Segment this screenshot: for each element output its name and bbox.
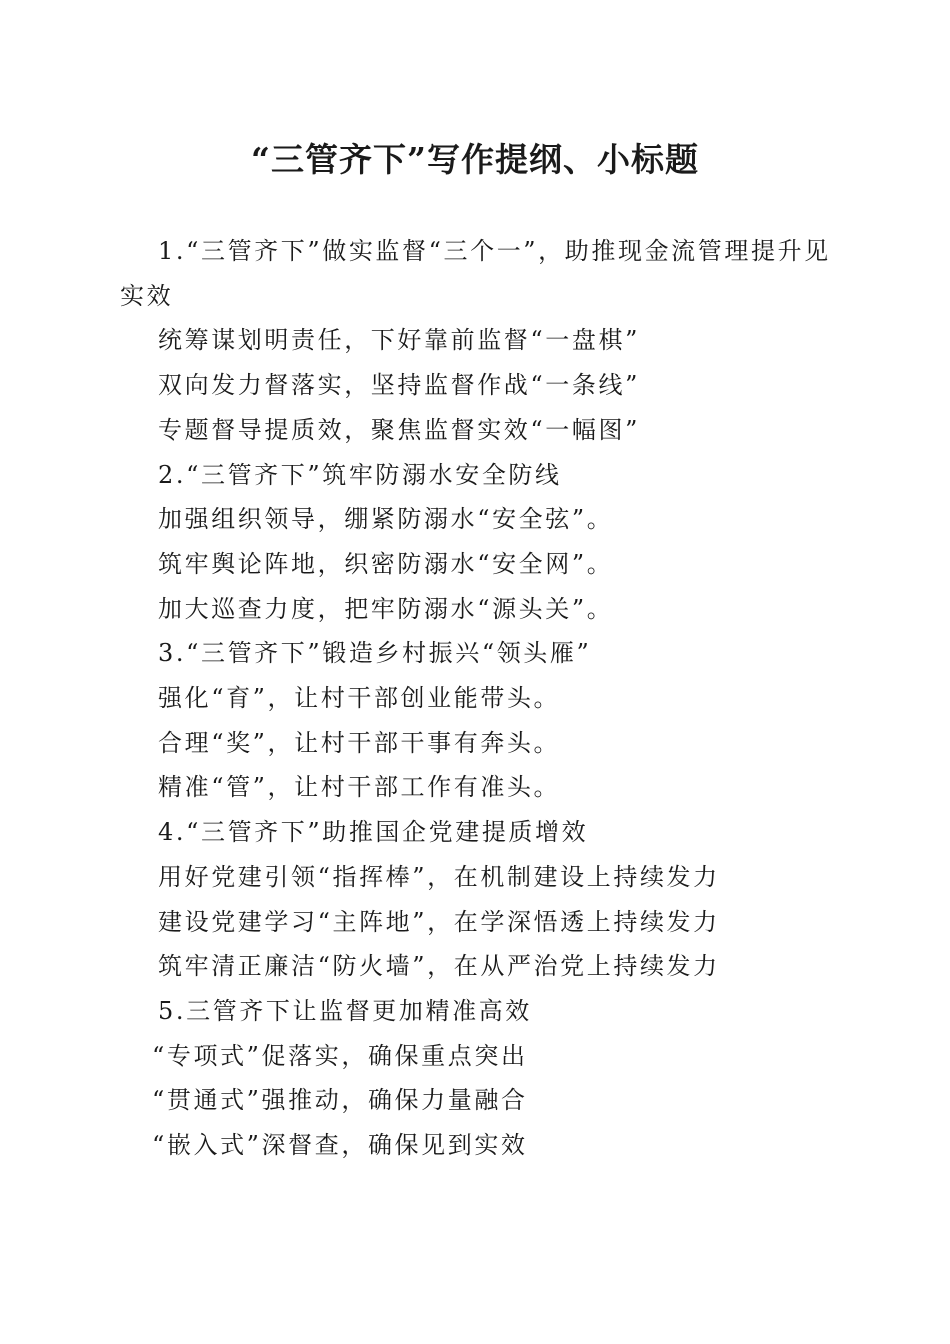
section-item: 建设党建学习“主阵地”，在学深悟透上持续发力 <box>158 907 720 936</box>
section-item: 专题督导提质效，聚焦监督实效“一幅图” <box>158 415 640 444</box>
section-item: 双向发力督落实，坚持监督作战“一条线” <box>158 371 640 400</box>
section-heading: 3.“三管齐下”锻造乡村振兴“领头雁” <box>158 639 592 668</box>
section-item: 加强组织领导，绷紧防溺水“安全弦”。 <box>158 505 614 534</box>
section-item: 统筹谋划明责任，下好靠前监督“一盘棋” <box>158 326 640 355</box>
section-item: 筑牢舆论阵地，织密防溺水“安全网”。 <box>158 549 614 578</box>
section-heading: 2.“三管齐下”筑牢防溺水安全防线 <box>158 460 562 489</box>
section-item: 精准“管”，让村干部工作有准头。 <box>158 773 561 802</box>
section-heading: 5.三管齐下让监督更加精准高效 <box>158 996 532 1025</box>
document-body <box>120 229 840 1168</box>
section-heading: 4.“三管齐下”助推国企党建提质增效 <box>158 818 589 847</box>
section-item: “贯通式”强推动，确保力量融合 <box>152 1086 528 1115</box>
section-item: “嵌入式”深督查，确保见到实效 <box>152 1131 528 1160</box>
document-title: “三管齐下”写作提纲、小标题 <box>251 140 699 179</box>
section-item: 强化“育”，让村干部创业能带头。 <box>158 684 561 713</box>
section-item: 筑牢清正廉洁“防火墙”，在从严治党上持续发力 <box>158 952 720 981</box>
section-item: 加大巡查力度，把牢防溺水“源头关”。 <box>158 594 614 623</box>
section-heading: 1.“三管齐下”做实监督“三个一”，助推现金流管理提升见实效 <box>120 237 831 310</box>
section-item: “专项式”促落实，确保重点突出 <box>152 1041 528 1070</box>
section-item: 用好党建引领“指挥棒”，在机制建设上持续发力 <box>158 862 720 891</box>
section-item: 合理“奖”，让村干部干事有奔头。 <box>158 728 561 757</box>
